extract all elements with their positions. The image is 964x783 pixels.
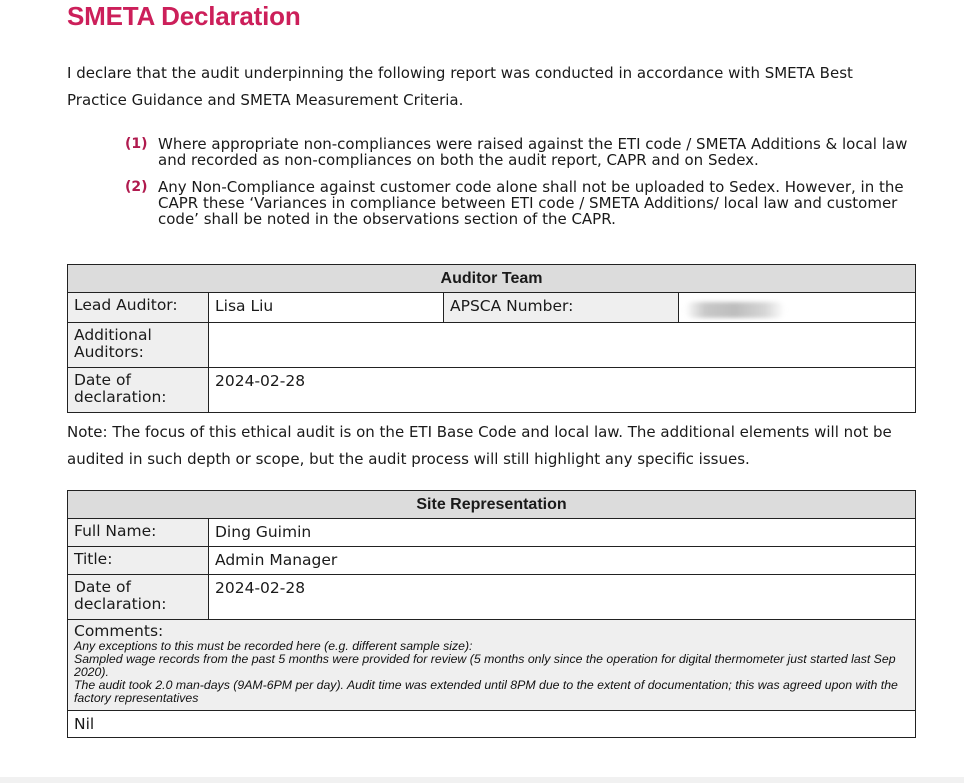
apsca-number-value bbox=[679, 293, 916, 323]
clause-text: Where appropriate non-compliances were raised against the ETI code / SMETA Additions & local law and recorded as non-compliances on both the audit report, CAPR and on Sedex. bbox=[158, 135, 908, 169]
auditor-team-heading: Auditor Team bbox=[68, 265, 916, 293]
table-header-row bbox=[68, 491, 916, 519]
page-title: SMETA Declaration bbox=[67, 1, 301, 31]
lead-auditor-label: Lead Auditor: bbox=[68, 293, 209, 323]
full-name-label: Full Name: bbox=[68, 519, 209, 547]
table-row bbox=[68, 547, 916, 575]
auditor-team-table bbox=[67, 264, 916, 413]
apsca-number-label: APSCA Number: bbox=[444, 293, 679, 323]
auditor-date-label: Date of declaration: bbox=[68, 368, 209, 413]
comments-value: Nil bbox=[68, 711, 916, 738]
clause-text: Any Non-Compliance against customer code alone shall not be uploaded to Sedex. However, in the CAPR these ‘Variances in compliance between ETI code / SMETA Additions/ local law and customer code’ shall be noted in the observations section of the CAPR. bbox=[158, 178, 904, 228]
site-representation-table bbox=[67, 490, 916, 738]
comments-line: Sampled wage records from the past 5 months were provided for review (5 months only since the operation for digital thermometer just started last Sep 2020). bbox=[74, 652, 896, 679]
additional-auditors-value bbox=[209, 323, 916, 368]
clause-number: (1) bbox=[125, 136, 148, 152]
full-name-value: Ding Guimin bbox=[209, 519, 916, 547]
site-representation-heading: Site Representation bbox=[68, 491, 916, 519]
clause-item bbox=[125, 136, 915, 168]
table-row bbox=[68, 293, 916, 323]
comments-cell bbox=[68, 620, 916, 711]
comments-instruction: Any exceptions to this must be recorded here (e.g. different sample size): bbox=[74, 639, 473, 653]
table-header-row bbox=[68, 265, 916, 293]
title-value: Admin Manager bbox=[209, 547, 916, 575]
table-row bbox=[68, 368, 916, 413]
lead-auditor-value: Lisa Liu bbox=[209, 293, 444, 323]
auditor-date-value: 2024-02-28 bbox=[209, 368, 916, 413]
table-row bbox=[68, 519, 916, 547]
table-row bbox=[68, 711, 916, 738]
additional-auditors-label: Additional Auditors: bbox=[68, 323, 209, 368]
title-label: Title: bbox=[68, 547, 209, 575]
audit-focus-note: Note: The focus of this ethical audit is on the ETI Base Code and local law. The additional elements will not be audited in such depth or scope, but the audit process will still highlight any specific issues. bbox=[67, 423, 892, 468]
clause-item bbox=[125, 179, 915, 227]
declaration-intro: I declare that the audit underpinning the following report was conducted in accordance with SMETA Best Practice Guidance and SMETA Measurement Criteria. bbox=[67, 64, 853, 109]
table-row bbox=[68, 575, 916, 620]
table-row bbox=[68, 323, 916, 368]
comments-label: Comments: bbox=[74, 622, 164, 640]
clause-number: (2) bbox=[125, 179, 148, 195]
table-row bbox=[68, 620, 916, 711]
clause-list bbox=[125, 136, 915, 238]
comments-line: The audit took 2.0 man-days (9AM-6PM per day). Audit time was extended until 8PM due to the extent of documentation; this was agreed upon with the factory representatives bbox=[74, 678, 898, 705]
redacted-value bbox=[685, 302, 785, 318]
site-date-label: Date of declaration: bbox=[68, 575, 209, 620]
page-bottom-edge bbox=[0, 777, 964, 783]
site-date-value: 2024-02-28 bbox=[209, 575, 916, 620]
